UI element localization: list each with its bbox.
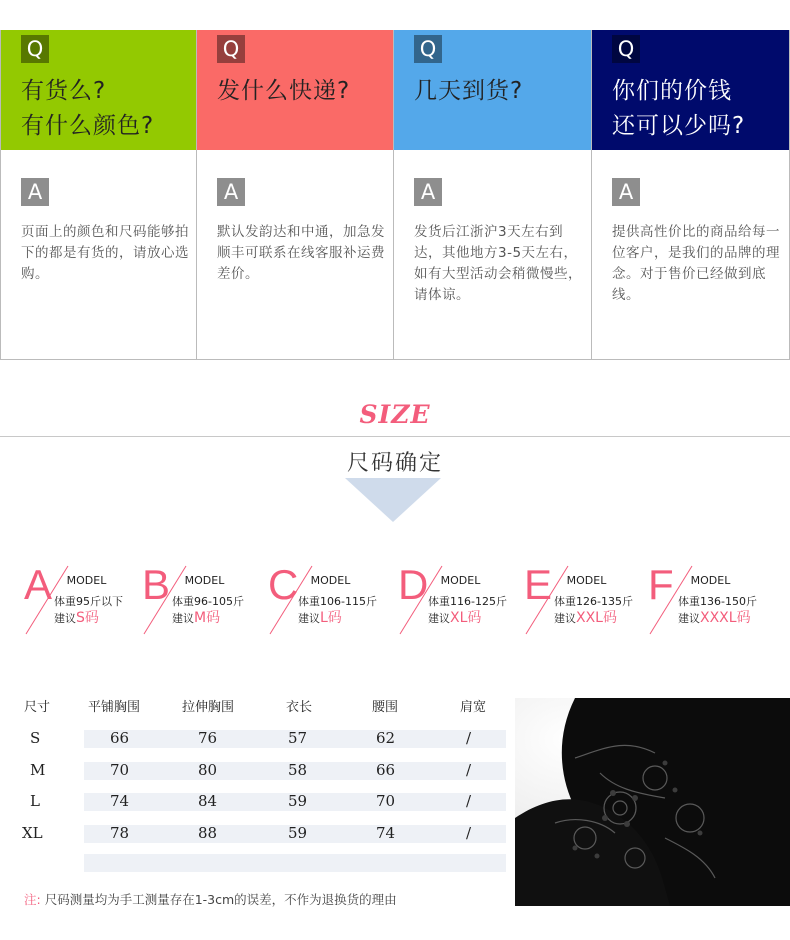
table-cell: 84 xyxy=(198,792,218,810)
model-label: MODEL xyxy=(184,574,225,587)
faq-item-shipping xyxy=(197,30,394,360)
suggested-size: L码 xyxy=(320,610,342,626)
footnote-text: 尺码测量均为手工测量存在1-3cm的误差，不作为退换货的理由 xyxy=(44,892,397,907)
size-label-cell: M xyxy=(30,761,46,779)
model-suggestion xyxy=(554,607,617,627)
model-d xyxy=(398,560,523,640)
model-e xyxy=(524,560,649,640)
table-header: 拉伸胸围 xyxy=(182,700,235,715)
question-text xyxy=(612,74,783,144)
suggest-prefix: 建议 xyxy=(678,612,700,625)
model-weight: 体重116-125斤 xyxy=(428,595,507,608)
table-cell: 58 xyxy=(288,761,308,779)
model-letter: C xyxy=(268,561,299,608)
size-heading-cn: 尺码确定 xyxy=(346,451,443,476)
model-letter: A xyxy=(24,561,53,608)
lace-fabric-image xyxy=(515,698,790,906)
suggested-size: XXXL码 xyxy=(700,610,751,626)
model-label: MODEL xyxy=(440,574,481,587)
model-letter: B xyxy=(142,561,171,608)
question-badge: Q xyxy=(414,35,442,63)
size-heading-en: SIZE xyxy=(359,400,431,429)
table-cell: 70 xyxy=(376,792,396,810)
question-line-1: 几天到货? xyxy=(414,78,524,104)
answer-badge: A xyxy=(217,178,245,206)
question-line-2: 还可以少吗? xyxy=(612,113,746,139)
model-f xyxy=(648,560,773,640)
table-cell: 70 xyxy=(110,761,130,779)
table-cell: 80 xyxy=(198,761,218,779)
suggest-prefix: 建议 xyxy=(172,612,194,625)
faq-section xyxy=(0,30,790,360)
table-cell: 57 xyxy=(288,729,308,747)
table-cell: 76 xyxy=(198,729,218,747)
model-letter: D xyxy=(398,561,429,608)
model-label: MODEL xyxy=(566,574,607,587)
answer-badge: A xyxy=(612,178,640,206)
table-cell: / xyxy=(466,824,472,842)
faq-item-price xyxy=(592,30,790,360)
suggest-prefix: 建议 xyxy=(298,612,320,625)
model-suggestion xyxy=(298,607,342,627)
suggested-size: XXL码 xyxy=(576,610,617,626)
answer-text: 发货后江浙沪3天左右到达，其他地方3-5天左右，如有大型活动会稍微慢些，请体谅。 xyxy=(414,224,582,303)
size-divider xyxy=(0,436,790,437)
lace-fabric-photo xyxy=(515,698,790,906)
footnote-label: 注: xyxy=(24,892,41,907)
question-line-1: 你们的价钱 xyxy=(612,78,732,104)
model-size-guide xyxy=(0,560,790,640)
table-header: 衣长 xyxy=(286,700,313,715)
table-header: 腰围 xyxy=(372,700,399,715)
table-header: 平铺胸围 xyxy=(88,700,141,715)
table-cell: 59 xyxy=(288,792,308,810)
size-label-cell: XL xyxy=(22,824,43,842)
size-label-cell: L xyxy=(30,792,40,810)
question-badge: Q xyxy=(217,35,245,63)
suggested-size: M码 xyxy=(194,610,221,626)
table-header: 肩宽 xyxy=(460,700,487,715)
model-suggestion xyxy=(172,607,220,627)
model-weight: 体重106-115斤 xyxy=(298,595,377,608)
question-badge: Q xyxy=(21,35,49,63)
table-cell: 74 xyxy=(110,792,130,810)
table-cell: 78 xyxy=(110,824,130,842)
model-weight: 体重126-135斤 xyxy=(554,595,633,608)
answer-text: 提供高性价比的商品给每一位客户，是我们的品牌的理念。对于售价已经做到底线。 xyxy=(612,224,780,303)
faq-item-stock xyxy=(0,30,197,360)
model-letter: F xyxy=(648,561,674,608)
model-a xyxy=(24,560,149,640)
suggest-prefix: 建议 xyxy=(54,612,76,625)
suggest-prefix: 建议 xyxy=(554,612,576,625)
model-suggestion xyxy=(678,607,751,627)
table-row-stripe xyxy=(84,854,506,872)
size-footnote xyxy=(24,890,397,908)
table-cell: / xyxy=(466,792,472,810)
question-badge: Q xyxy=(612,35,640,63)
table-cell: 66 xyxy=(376,761,396,779)
question-text xyxy=(414,74,585,109)
table-cell: 66 xyxy=(110,729,130,747)
table-cell: / xyxy=(466,761,472,779)
table-cell: 74 xyxy=(376,824,396,842)
question-line-2: 有什么颜色? xyxy=(21,113,155,139)
down-triangle-icon xyxy=(345,478,441,522)
model-suggestion xyxy=(428,607,481,627)
table-cell: 59 xyxy=(288,824,308,842)
model-label: MODEL xyxy=(66,574,107,587)
suggested-size: S码 xyxy=(76,610,99,626)
model-weight: 体重95斤以下 xyxy=(54,595,123,608)
question-text xyxy=(217,74,387,109)
model-b xyxy=(142,560,267,640)
question-line-1: 发什么快递? xyxy=(217,78,351,104)
answer-badge: A xyxy=(21,178,49,206)
model-c xyxy=(268,560,393,640)
table-cell: / xyxy=(466,729,472,747)
model-letter: E xyxy=(524,561,553,608)
question-text xyxy=(21,74,190,144)
model-label: MODEL xyxy=(690,574,731,587)
size-label-cell: S xyxy=(30,729,41,747)
answer-text: 页面上的颜色和尺码能够拍下的都是有货的，请放心选购。 xyxy=(21,224,189,282)
table-cell: 62 xyxy=(376,729,396,747)
model-label: MODEL xyxy=(310,574,351,587)
model-weight: 体重136-150斤 xyxy=(678,595,757,608)
suggest-prefix: 建议 xyxy=(428,612,450,625)
answer-badge: A xyxy=(414,178,442,206)
table-header: 尺寸 xyxy=(24,700,51,715)
table-cell: 88 xyxy=(198,824,218,842)
model-suggestion xyxy=(54,607,99,627)
model-weight: 体重96-105斤 xyxy=(172,595,244,608)
suggested-size: XL码 xyxy=(450,610,482,626)
answer-text: 默认发韵达和中通，加急发顺丰可联系在线客服补运费差价。 xyxy=(217,224,385,282)
faq-item-delivery xyxy=(394,30,592,360)
question-line-1: 有货么? xyxy=(21,78,107,104)
faq-bottom-divider xyxy=(0,359,790,360)
